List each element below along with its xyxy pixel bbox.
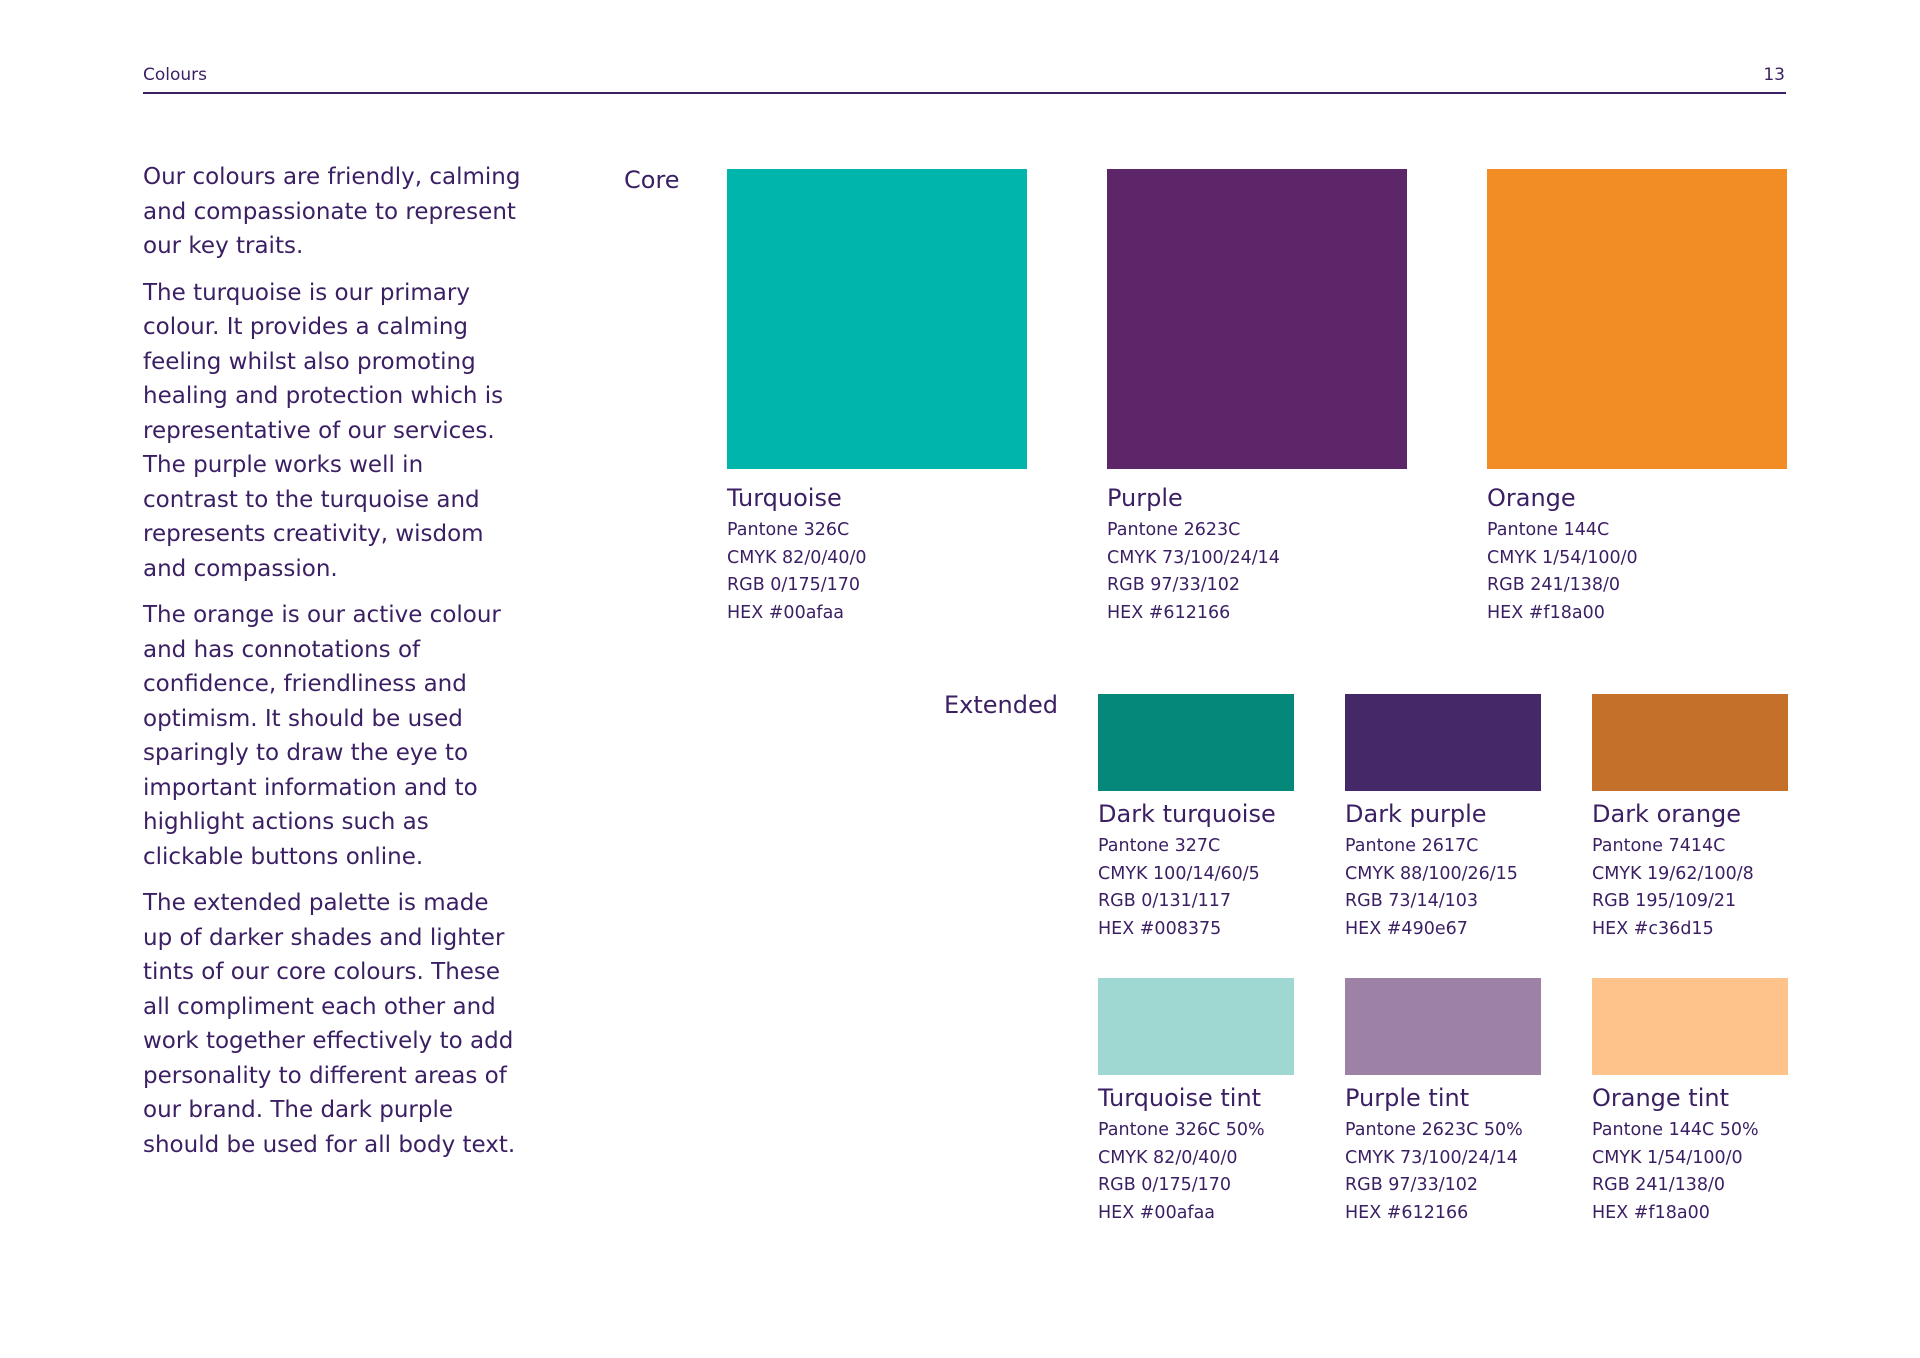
swatch-cmyk: CMYK 1/54/100/0 [1592,1147,1743,1168]
color-chip [1098,694,1294,791]
swatch-hex: HEX #490e67 [1345,918,1468,939]
page-number: 13 [1763,65,1785,85]
swatch-dark-orange [1592,694,1788,943]
intro-text [143,160,523,1174]
swatch-cmyk: CMYK 1/54/100/0 [1487,547,1638,568]
swatch-rgb: RGB 0/175/170 [727,575,861,595]
swatch-name: Turquoise [727,484,842,512]
swatch-rgb: RGB 97/33/102 [1345,1175,1479,1195]
swatch-rgb: RGB 241/138/0 [1487,575,1621,595]
intro-paragraph: The orange is our active colour and has connotations of confidence, friendliness and optimism. It should be used sparingly to draw the eye to important information and to highlight actions such as clickable buttons online. [143,602,501,870]
swatch-name: Turquoise tint [1098,1084,1262,1112]
swatch-cmyk: CMYK 19/62/100/8 [1592,863,1754,884]
swatch-hex: HEX #00afaa [1098,1202,1216,1223]
core-label: Core [624,166,680,194]
swatch-cmyk: CMYK 82/0/40/0 [727,547,867,568]
swatch-rgb: RGB 0/175/170 [1098,1175,1232,1195]
swatch-name: Orange [1487,484,1576,512]
color-chip [1098,978,1294,1075]
swatch-pantone: Pantone 144C 50% [1592,1120,1759,1140]
swatch-name: Purple tint [1345,1084,1470,1112]
section-title: Colours [143,65,208,85]
swatch-name: Dark orange [1592,800,1742,828]
swatch-pantone: Pantone 326C [727,520,850,540]
swatch-pantone: Pantone 2623C [1107,520,1241,540]
swatch-hex: HEX #612166 [1107,602,1231,623]
swatch-cmyk: CMYK 73/100/24/14 [1107,547,1280,568]
swatch-hex: HEX #f18a00 [1487,602,1605,623]
swatch-orange-tint [1592,978,1788,1227]
intro-paragraph: The extended palette is made up of darker shades and lighter tints of our core colours. These all compliment each other and work together effectively to add personality to different areas of our brand. The dark purple should be used for all body text. [143,890,516,1158]
header-divider [143,92,1786,94]
swatch-pantone: Pantone 2617C [1345,836,1479,856]
swatch-hex: HEX #008375 [1098,918,1222,939]
swatch-pantone: Pantone 7414C [1592,836,1726,856]
swatch-orange [1487,169,1787,627]
swatch-hex: HEX #f18a00 [1592,1202,1710,1223]
swatch-purple-tint [1345,978,1541,1227]
swatch-rgb: RGB 73/14/103 [1345,891,1479,911]
swatch-name: Orange tint [1592,1084,1730,1112]
extended-label: Extended [944,691,1058,719]
swatch-cmyk: CMYK 100/14/60/5 [1098,863,1260,884]
color-chip [1592,978,1788,1075]
color-chip [1592,694,1788,791]
swatch-cmyk: CMYK 82/0/40/0 [1098,1147,1238,1168]
swatch-dark-turquoise [1098,694,1294,943]
swatch-rgb: RGB 0/131/117 [1098,891,1232,911]
swatch-name: Dark turquoise [1098,800,1276,828]
color-chip [727,169,1027,469]
swatch-dark-purple [1345,694,1541,943]
color-chip [1487,169,1787,469]
swatch-hex: HEX #c36d15 [1592,918,1714,939]
swatch-pantone: Pantone 327C [1098,836,1221,856]
swatch-turquoise-tint [1098,978,1294,1227]
intro-paragraph: Our colours are friendly, calming and compassionate to represent our key traits. [143,164,521,259]
swatch-name: Dark purple [1345,800,1487,828]
swatch-purple [1107,169,1407,627]
swatch-rgb: RGB 241/138/0 [1592,1175,1726,1195]
swatch-pantone: Pantone 144C [1487,520,1610,540]
swatch-rgb: RGB 97/33/102 [1107,575,1241,595]
swatch-pantone: Pantone 326C 50% [1098,1120,1265,1140]
swatch-hex: HEX #00afaa [727,602,845,623]
color-chip [1345,978,1541,1075]
swatch-rgb: RGB 195/109/21 [1592,891,1737,911]
swatch-pantone: Pantone 2623C 50% [1345,1120,1523,1140]
swatch-turquoise [727,169,1027,627]
swatch-cmyk: CMYK 73/100/24/14 [1345,1147,1518,1168]
swatch-hex: HEX #612166 [1345,1202,1469,1223]
color-chip [1107,169,1407,469]
intro-paragraph: The turquoise is our primary colour. It provides a calming feeling whilst also promoting healing and protection which is representative of our services. The purple works well in contrast to the turquoise and represents creativity, wisdom and compassion. [143,279,504,582]
color-chip [1345,694,1541,791]
swatch-name: Purple [1107,484,1183,512]
swatch-cmyk: CMYK 88/100/26/15 [1345,863,1518,884]
